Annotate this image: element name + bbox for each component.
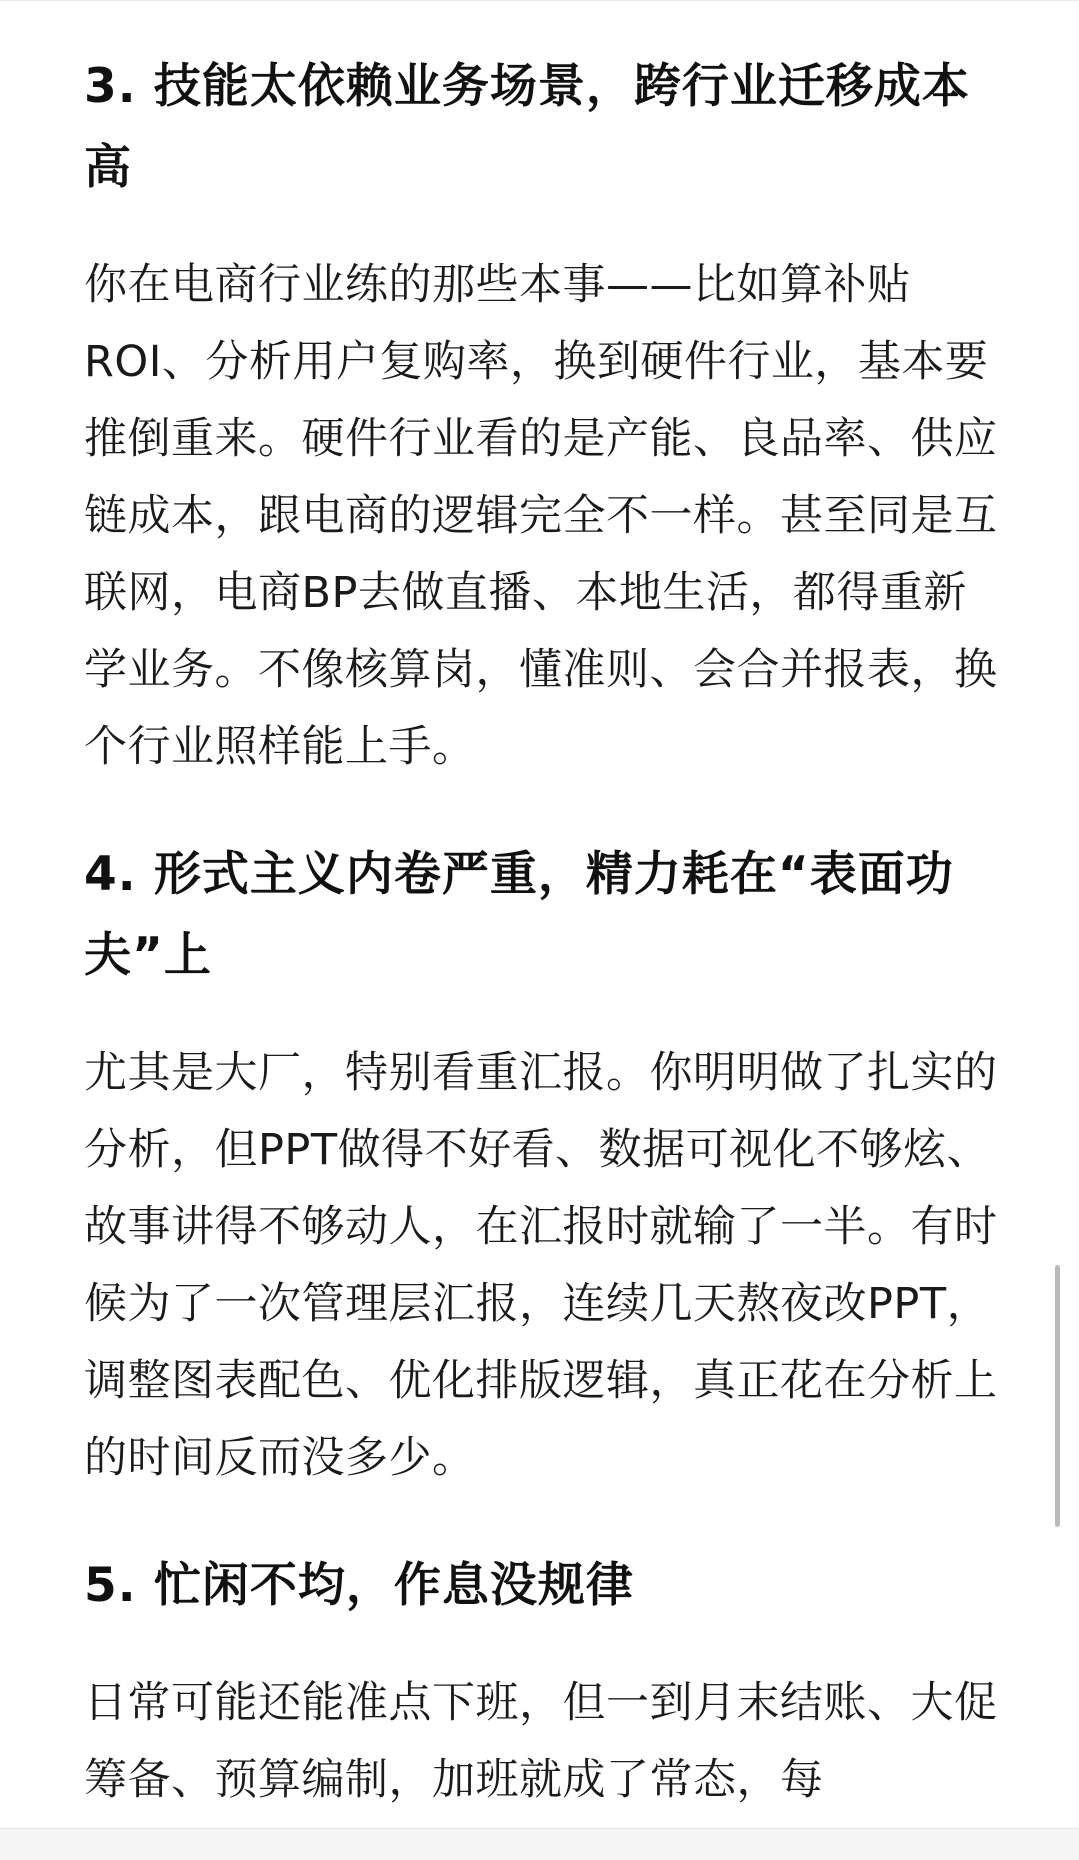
- section-paragraph: 你在电商行业练的那些本事——比如算补贴ROI、分析用户复购率，换到硬件行业，基本要推倒重来。硬件行业看的是产能、良品率、供应链成本，跟电商的逻辑完全不一样。甚至同是互联网，电商BP去做直播、本地生活，都得重新学业务。不像核算岗，懂准则、会合并报表，换个行业照样能上手。: [84, 260, 998, 772]
- section-3: [84, 46, 1000, 834]
- section-4: [84, 834, 1000, 1545]
- section-paragraph: 尤其是大厂，特别看重汇报。你明明做了扎实的分析，但PPT做得不好看、数据可视化不够炫、故事讲得不够动人，在汇报时就输了一半。有时候为了一次管理层汇报，连续几天熬夜改PPT，调整图表配色、优化排版逻辑，真正花在分析上的时间反而没多少。: [84, 1048, 998, 1483]
- section-5: [84, 1545, 1000, 1819]
- section-heading: 3. 技能太依赖业务场景，跨行业迁移成本高: [84, 59, 970, 195]
- section-heading: 5. 忙闲不均，作息没规律: [84, 1558, 634, 1613]
- top-divider: [0, 0, 1079, 5]
- section-paragraph: 日常可能还能准点下班，但一到月末结账、大促筹备、预算编制，加班就成了常态，每: [84, 1678, 998, 1805]
- bottom-toolbar: [0, 1828, 1079, 1860]
- article-content: [84, 46, 1000, 1819]
- scrollbar-thumb[interactable]: [1055, 1265, 1060, 1527]
- section-heading: 4. 形式主义内卷严重，精力耗在“表面功夫”上: [84, 847, 954, 983]
